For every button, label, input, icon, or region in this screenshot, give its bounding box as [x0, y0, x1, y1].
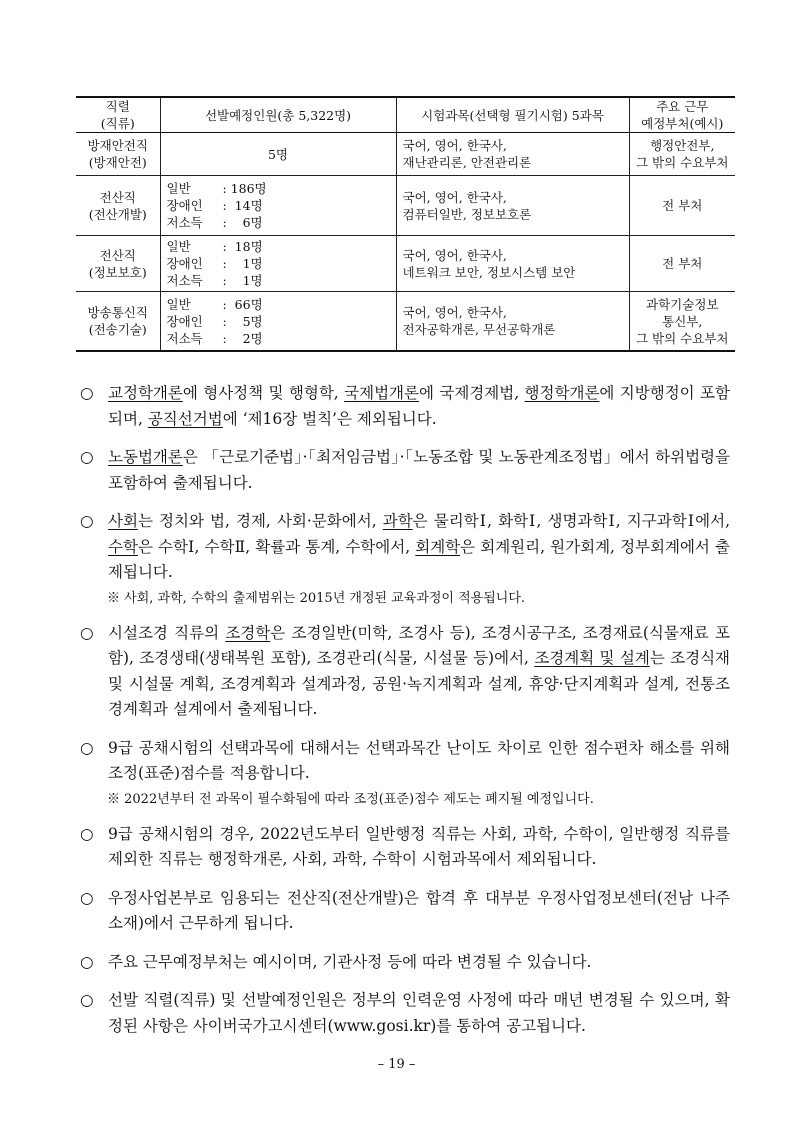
notes-list — [80, 381, 730, 1052]
header-quota: 선발예정인원(총 5,322명) — [160, 97, 396, 133]
recruitment-table — [76, 96, 735, 352]
note-subnote: ※ 2022년부터 전 과목이 필수화됨에 따라 조정(표준)점수 제도는 폐지될 예정입니다. — [107, 791, 594, 807]
bullet-icon: ○ — [80, 623, 94, 642]
bullet-icon: ○ — [80, 738, 94, 757]
cell-dept: 전 부처 — [629, 236, 735, 292]
note-item: ○ 우정사업본부로 임용되는 전산직(전산개발)은 합격 후 대부분 우정사업정보센터(전남 나주 소재)에서 근무하게 됩니다. — [80, 886, 730, 937]
header-dept: 주요 근무 예정부처(예시) — [629, 97, 735, 133]
cell-subjects: 국어, 영어, 한국사, 컴퓨터일반, 정보보호론 — [396, 176, 629, 236]
table-row — [76, 176, 735, 236]
note-item: ○ 시설조경 직류의 조경학은 조경일반(미학, 조경사 등), 조경시공구조, 조경재료(식물재료 포함), 조경생태(생태복원 포함), 조경관리(식물, 시설물 등)에서, 조경계획 및 설계는 조경식재 및 시설물 계획, 조경계획과 설계과정, 공원·녹지계획과 설계, 휴양·단지계획과 설계, 전통조경계획과 설계에서 출제됩니다. — [80, 621, 730, 723]
header-rank: 직렬 (직류) — [76, 97, 160, 133]
note-item: ○ 사회는 정치와 법, 경제, 사회·문화에서, 과학은 물리학Ⅰ, 화학Ⅰ, 생명과학Ⅰ, 지구과학Ⅰ에서, 수학은 수학Ⅰ, 수학Ⅱ, 확률과 통계, 수학에서, 회계학은 회계원리, 원가회계, 정부회계에서 출제됩니다. — [80, 509, 730, 586]
bullet-icon: ○ — [80, 448, 94, 466]
page-number: – 19 – — [377, 1057, 416, 1072]
note-item: ○ 선발 직렬(직류) 및 선발예정인원은 정부의 인력운영 사정에 따라 매년 변경될 수 있으며, 확정된 사항은 사이버국가고시센터(www.gosi.kr)를 통하여 공고됩니다. — [80, 988, 730, 1039]
header-subjects: 시험과목(선택형 필기시험) 5과목 — [396, 97, 629, 133]
table-row — [76, 133, 735, 176]
table-row — [76, 236, 735, 292]
cell-quota: 일반 : 186명 장애인 : 14명 저소득 : 6명 — [160, 176, 396, 236]
cell-dept: 전 부처 — [629, 176, 735, 236]
cell-rank: 전산직 (정보보호) — [76, 236, 160, 292]
cell-rank: 방송통신직 (전송기술) — [76, 292, 160, 352]
note-item: ○ 9급 공채시험의 경우, 2022년도부터 일반행정 직류는 사회, 과학, 수학이, 일반행정 직류를 제외한 직류는 행정학개론, 사회, 과학, 수학이 시험과목에서 제외됩니다. — [80, 822, 730, 873]
cell-quota: 일반 : 18명 장애인 : 1명 저소득 : 1명 — [160, 236, 396, 292]
note-item: ○ 9급 공채시험의 선택과목에 대해서는 선택과목간 난이도 차이로 인한 점수편차 해소를 위해 조정(표준)점수를 적용합니다. — [80, 736, 730, 787]
note-item: ○ 교정학개론에 형사정책 및 행형학, 국제법개론에 국제경제법, 행정학개론에 지방행정이 포함되며, 공직선거법에 ‘제16장 벌칙’은 제외됩니다. — [80, 381, 730, 432]
cell-dept: 행정안전부, 그 밖의 수요부처 — [629, 133, 735, 176]
bullet-icon: ○ — [80, 888, 94, 907]
table-header-row — [76, 97, 735, 133]
bullet-icon: ○ — [80, 512, 94, 530]
cell-dept: 과학기술정보 통신부, 그 밖의 수요부처 — [629, 292, 735, 352]
note-item: ○ 노동법개론은 「근로기준법」·「최저임금법」·「노동조합 및 노동관계조정법」에서 하위법령을 포함하여 출제됩니다. — [80, 445, 730, 496]
cell-rank: 전산직 (전산개발) — [76, 176, 160, 236]
cell-subjects: 국어, 영어, 한국사, 전자공학개론, 무선공학개론 — [396, 292, 629, 352]
bullet-icon: ○ — [80, 384, 94, 402]
bullet-icon: ○ — [80, 952, 94, 971]
cell-quota: 일반 : 66명 장애인 : 5명 저소득 : 2명 — [160, 292, 396, 352]
note-subnote: ※ 사회, 과학, 수학의 출제범위는 2015년 개정된 교육과정이 적용됩니다. — [107, 590, 526, 606]
bullet-icon: ○ — [80, 991, 94, 1009]
table-row — [76, 292, 735, 352]
cell-rank: 방재안전직 (방재안전) — [76, 133, 160, 176]
bullet-icon: ○ — [80, 824, 94, 843]
cell-subjects: 국어, 영어, 한국사, 네트워크 보안, 정보시스템 보안 — [396, 236, 629, 292]
note-item: ○ 주요 근무예정부처는 예시이며, 기관사정 등에 따라 변경될 수 있습니다. — [80, 950, 730, 976]
cell-subjects: 국어, 영어, 한국사, 재난관리론, 안전관리론 — [396, 133, 629, 176]
cell-quota: 5명 — [160, 133, 396, 176]
